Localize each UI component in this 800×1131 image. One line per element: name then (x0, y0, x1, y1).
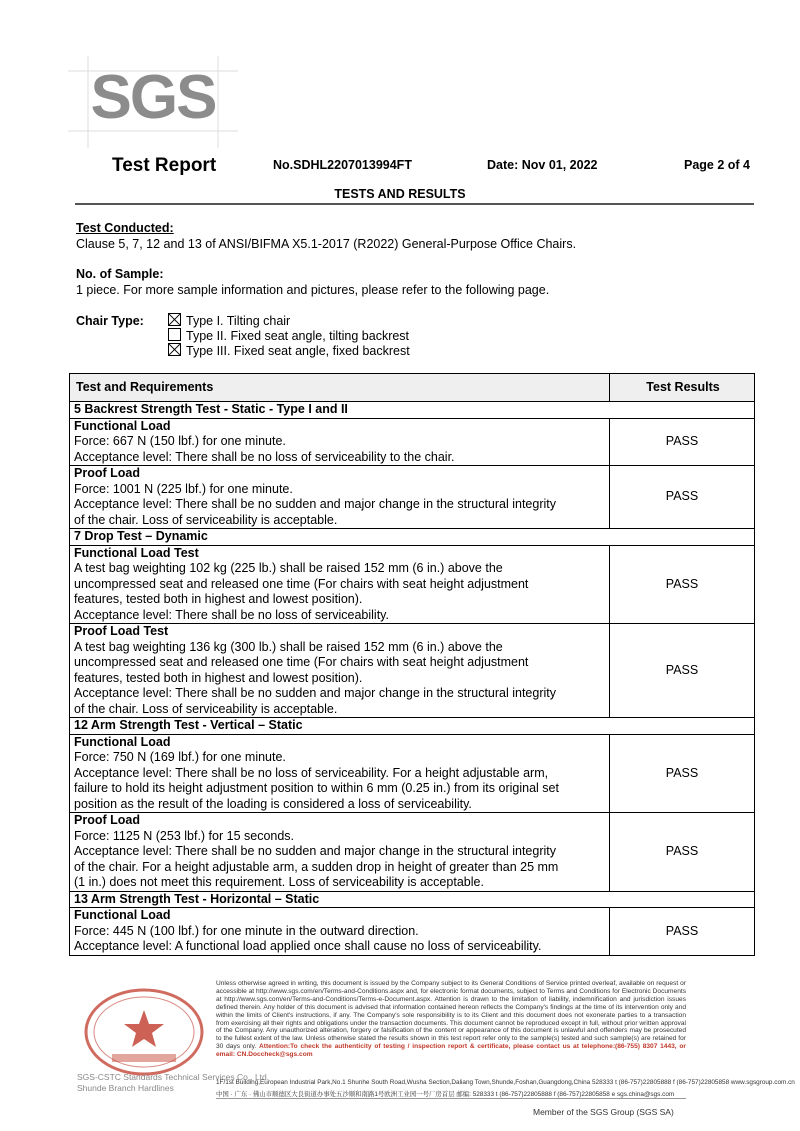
item-line: (1 in.) does not meet this requirement. Loss of serviceability is acceptable. (74, 875, 484, 889)
item-line: Force: 667 N (150 lbf.) for one minute. (74, 434, 286, 448)
item-line: features, tested both in highest and lowest position). (74, 592, 363, 606)
item-line: uncompressed seat and released one time (For chairs with seat height adjustment (74, 576, 529, 591)
item-line: Force: 750 N (169 lbf.) for one minute. (74, 750, 286, 764)
test-conducted (76, 220, 576, 252)
table-row (70, 545, 755, 624)
item-line: Force: 445 N (100 lbf.) for one minute in the outward direction. (74, 923, 419, 938)
requirement-cell (70, 734, 610, 813)
chair-type-option-label: Type II. Fixed seat angle, tilting backrest (186, 329, 410, 343)
chair-type-option-label: Type I. Tilting chair (186, 314, 291, 328)
address-line-en: 1F/1st Building,European Industrial Park,No.1 Shunhe South Road,Wusha Section,Daliang Town,Shunde,Foshan,Guangdong,China 528333 t (86-757)22805888 f (86-757)22805858 www.sgsgroup.com.cn (216, 1079, 795, 1086)
chair-type-option-2 (168, 328, 409, 344)
footer-divider (216, 1098, 686, 1099)
item-line: Acceptance level: There shall be no loss of serviceability. For a height adjustable arm, (74, 765, 549, 780)
no-of-sample-text: 1 piece. For more sample information and pictures, please refer to the following page. (76, 283, 550, 297)
section-heading: 13 Arm Strength Test - Horizontal – Static (70, 891, 755, 908)
item-title: Proof Load (74, 813, 140, 827)
result-cell: PASS (610, 908, 755, 956)
item-line: Force: 1001 N (225 lbf.) for one minute. (74, 481, 293, 496)
requirement-cell (70, 908, 610, 956)
item-line: A test bag weighting 102 kg (225 lb.) shall be raised 152 mm (6 in.) above the (74, 561, 503, 575)
item-line: Acceptance level: There shall be no sudden and major change in the structural integrity (74, 686, 557, 700)
item-line: failure to hold its height adjustment position to within 6 mm (0.25 in.) from its original set (74, 781, 559, 795)
table-row (70, 734, 755, 813)
result-cell: PASS (610, 545, 755, 624)
column-header-results: Test Results (610, 374, 755, 402)
chair-type-label: Chair Type: (76, 314, 144, 328)
section-heading: 5 Backrest Strength Test - Static - Type I and II (70, 402, 755, 419)
test-conducted-label: Test Conducted: (76, 221, 174, 235)
requirement-cell (70, 624, 610, 718)
item-title: Functional Load (74, 734, 171, 749)
result-cell: PASS (610, 734, 755, 813)
sgs-group-membership: Member of the SGS Group (SGS SA) (533, 1107, 674, 1117)
item-title: Proof Load Test (74, 624, 169, 638)
table-row (70, 813, 755, 892)
table-header-row (70, 374, 755, 402)
address-line-cn: 中国 · 广东 · 佛山市顺德区大良街道办事处五沙顺和南路1号欧洲工业园一号厂房首层 邮编: 528333 t (86-757)22805888 f (86-757)22805858 e sgs.china@sgs.com (216, 1091, 675, 1098)
item-line: Acceptance level: A functional load applied once shall cause no loss of serviceability. (74, 939, 542, 953)
column-header-requirements: Test and Requirements (70, 374, 610, 402)
item-line: Acceptance level: There shall be no loss of serviceability. (74, 607, 389, 622)
item-line: Acceptance level: There shall be no sudden and major change in the structural integrity (74, 844, 557, 858)
no-of-sample-label: No. of Sample: (76, 267, 164, 281)
item-line: of the chair. For a height adjustable arm, a sudden drop in height of greater than 25 mm (74, 859, 559, 874)
section-row (70, 891, 755, 908)
table-row (70, 908, 755, 956)
company-seal-stamp (72, 982, 222, 1082)
results-table (69, 373, 755, 956)
report-number: No.SDHL2207013994FT (273, 158, 412, 172)
authenticity-notice: Attention:To check the authenticity of testing / inspection report & certificate, please contact us at telephone:(86-755) 8307 1443, or email: CN.Doccheck@sgs.com (216, 1043, 686, 1059)
no-of-sample (76, 266, 549, 298)
disclaimer-text: Unless otherwise agreed in writing, this document is issued by the Company subject to its General Conditions of Service printed overleaf, available on request or accessible at http://www.sgs.com/en/Terms-and-Conditions.aspx and, for electronic format documents, subject to Terms and Conditions for Electronic Documents at http://www.sgs.com/en/Terms-and-Conditions/Terms-e-Document.aspx. Attention is drawn to the limitation of liability, indemnification and jurisdiction issues defined therein. Any holder of this document is advised that information contained hereon reflects the Company's findings at the time of its intervention only and within the limits of Client's instructions, if any. The Company's sole responsibility is to its Client and this document does not exonerate parties to a transaction from exercising all their rights and obligations under the transaction documents. This document cannot be reproduced except in full, without prior written approval of the Company. Any unauthorized alteration, forgery or falsification of the content or appearance of this document is unlawful and offenders may be prosecuted to the fullest extent of the law. Unless otherwise stated the results shown in this test report refer only to the sample(s) tested and such sample(s) are retained for 30 days only. (216, 980, 686, 1051)
seal-caption-line: SGS-CSTC Standards Technical Services Co., Ltd. (77, 1072, 270, 1082)
sgs-logo (68, 56, 238, 148)
section-row (70, 529, 755, 546)
legal-disclaimer (216, 980, 686, 1059)
item-line: Acceptance level: There shall be no sudden and major change in the structural integrity (74, 497, 557, 511)
page-footer (0, 978, 800, 1131)
page-number: Page 2 of 4 (684, 158, 750, 172)
item-line: of the chair. Loss of serviceability is acceptable. (74, 701, 338, 716)
result-cell: PASS (610, 418, 755, 466)
sgs-logo-text: SGS (90, 63, 216, 132)
section-title: TESTS AND RESULTS (334, 187, 466, 201)
table-row (70, 418, 755, 466)
requirement-cell (70, 813, 610, 892)
section-heading: 7 Drop Test – Dynamic (70, 529, 755, 546)
requirement-cell (70, 545, 610, 624)
table-row (70, 466, 755, 529)
report-title: Test Report (112, 155, 217, 176)
section-heading: 12 Arm Strength Test - Vertical – Static (70, 718, 755, 735)
item-line: Acceptance level: There shall be no loss of serviceability to the chair. (74, 449, 455, 464)
result-cell: PASS (610, 813, 755, 892)
item-line: uncompressed seat and released one time (For chairs with seat height adjustment (74, 655, 529, 669)
result-cell: PASS (610, 466, 755, 529)
checkbox-checked-icon (168, 343, 181, 356)
header-divider (75, 203, 754, 205)
item-title: Functional Load (74, 418, 171, 433)
checkbox-checked-icon (168, 313, 181, 326)
chair-type-option-1 (168, 313, 290, 329)
chair-type-option-3 (168, 343, 410, 359)
requirement-cell (70, 466, 610, 529)
test-conducted-text: Clause 5, 7, 12 and 13 of ANSI/BIFMA X5.1-2017 (R2022) General-Purpose Office Chairs. (76, 237, 577, 251)
item-line: of the chair. Loss of serviceability is acceptable. (74, 512, 338, 527)
checkbox-empty-icon (168, 328, 181, 341)
item-line: A test bag weighting 136 kg (300 lb.) shall be raised 152 mm (6 in.) above the (74, 639, 503, 654)
section-row (70, 402, 755, 419)
chair-type-option-label: Type III. Fixed seat angle, fixed backrest (186, 344, 410, 358)
report-header (0, 153, 800, 179)
requirement-cell (70, 418, 610, 466)
item-line: position as the result of the loading is considered a loss of serviceability. (74, 796, 472, 811)
result-cell: PASS (610, 624, 755, 718)
seal-caption-line: Shunde Branch Hardlines (77, 1083, 174, 1093)
item-line: Force: 1125 N (253 lbf.) for 15 seconds. (74, 828, 295, 843)
item-title: Functional Load (74, 908, 171, 922)
table-row (70, 624, 755, 718)
item-line: features, tested both in highest and lowest position). (74, 670, 363, 685)
section-row (70, 718, 755, 735)
report-date: Date: Nov 01, 2022 (487, 158, 598, 172)
item-title: Proof Load (74, 466, 140, 480)
item-title: Functional Load Test (74, 545, 199, 560)
